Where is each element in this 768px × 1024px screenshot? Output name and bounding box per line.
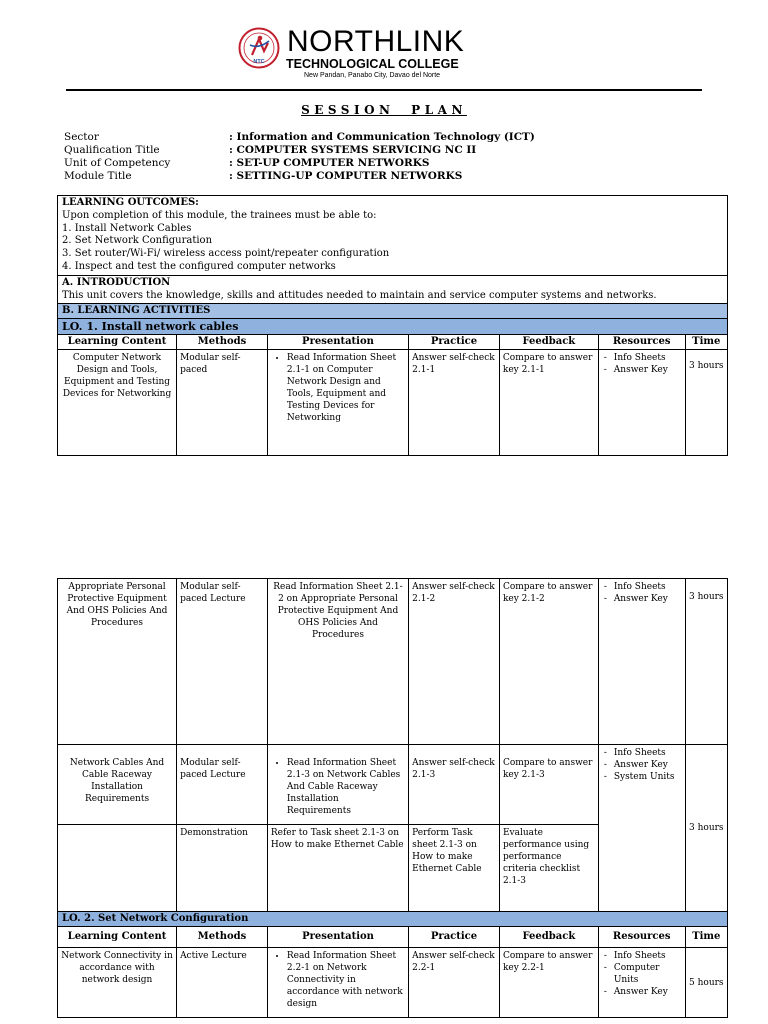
resources-cell (598, 579, 685, 745)
col-head-content: Learning Content (58, 335, 177, 350)
practice-cell: Answer self-check 2.2-1 (409, 948, 500, 1018)
practice-cell: Perform Task sheet 2.1-3 on How to make Ethernet Cable (409, 825, 500, 912)
col-head-resources: Resources (598, 335, 685, 350)
outcome-item: 1. Install Network Cables (62, 222, 192, 234)
outcome-item: 3. Set router/Wi-Fi/ wireless access point/repeater configuration (62, 248, 390, 260)
outcome-item: 2. Set Network Configuration (62, 235, 213, 247)
outcome-item: 4. Inspect and test the configured computer networks (62, 260, 336, 272)
table-row (58, 350, 728, 456)
practice-cell: Answer self-check 2.1-2 (409, 579, 500, 745)
resource-item: - Info Sheets (602, 352, 682, 364)
lo1-heading: LO. 1. Install network cables (58, 319, 728, 335)
introduction-heading: A. INTRODUCTION (62, 276, 171, 288)
meta-label-qualification: Qualification Title (64, 144, 160, 156)
meta-value-sector: : Information and Communication Technology (ICT) (229, 131, 535, 143)
college-name: NORTHLINK (287, 25, 465, 58)
resource-item: - Info Sheets (602, 747, 682, 759)
presentation-cell (267, 948, 408, 1018)
feedback-cell: Compare to answer key 2.2-1 (499, 948, 598, 1018)
col-head-presentation: Presentation (267, 335, 408, 350)
lo2-heading: LO. 2. Set Network Configuration (58, 912, 728, 927)
methods-cell: Modular self-paced Lecture (177, 579, 268, 745)
col-head-time: Time (685, 927, 727, 948)
practice-cell: Answer self-check 2.1-3 (409, 745, 500, 825)
introduction (58, 275, 728, 304)
resource-item: - System Units (602, 771, 682, 783)
learning-content-cell: Network Cables And Cable Raceway Installation Requirements (58, 745, 177, 825)
college-subtitle: TECHNOLOGICAL COLLEGE (286, 57, 459, 71)
page-title: SESSION PLAN (301, 103, 467, 117)
presentation-item: • Read Information Sheet 2.2-1 on Network Connectivity in accordance with network design (287, 950, 405, 1010)
resources-cell (598, 350, 685, 456)
activities-heading: B. LEARNING ACTIVITIES (58, 304, 728, 319)
meta-value-qualification: : COMPUTER SYSTEMS SERVICING NC II (229, 144, 477, 156)
col-head-methods: Methods (177, 335, 268, 350)
col-head-presentation: Presentation (267, 927, 408, 948)
learning-content-cell: Computer Network Design and Tools, Equipment and Testing Devices for Networking (58, 350, 177, 456)
time-cell: 3 hours (685, 579, 727, 745)
col-head-feedback: Feedback (499, 927, 598, 948)
header-divider (66, 89, 702, 91)
resource-item: - Answer Key (602, 986, 682, 998)
session-table-page2 (57, 578, 728, 1018)
introduction-text: This unit covers the knowledge, skills and attitudes needed to maintain and service computer systems and networks. (62, 289, 657, 301)
learning-content-cell (58, 825, 177, 912)
resource-item: - Answer Key (602, 593, 682, 605)
methods-cell: Demonstration (177, 825, 268, 912)
logo-text: NTC (253, 59, 265, 65)
learning-outcomes (58, 196, 728, 276)
methods-cell: Modular self-paced Lecture (177, 745, 268, 825)
time-cell: 5 hours (685, 948, 727, 1018)
col-head-resources: Resources (598, 927, 685, 948)
table-row (58, 579, 728, 745)
feedback-cell: Compare to answer key 2.1-1 (499, 350, 598, 456)
col-head-practice: Practice (409, 335, 500, 350)
meta-label-unit: Unit of Competency (64, 157, 171, 169)
col-head-content: Learning Content (58, 927, 177, 948)
session-table-page1 (57, 195, 728, 456)
presentation-cell: Read Information Sheet 2.1-2 on Appropriate Personal Protective Equipment And OHS Policies And Procedures (267, 579, 408, 745)
table-row (58, 948, 728, 1018)
feedback-cell: Evaluate performance using performance criteria checklist 2.1-3 (499, 825, 598, 912)
col-head-methods: Methods (177, 927, 268, 948)
presentation-cell (267, 745, 408, 825)
learning-content-cell: Network Connectivity in accordance with network design (58, 948, 177, 1018)
table-row (58, 745, 728, 825)
presentation-cell (267, 350, 408, 456)
time-cell: 3 hours (685, 350, 727, 456)
college-address: New Pandan, Panabo City, Davao del Norte (304, 72, 441, 79)
feedback-cell: Compare to answer key 2.1-3 (499, 745, 598, 825)
meta-value-module: : SETTING-UP COMPUTER NETWORKS (229, 170, 463, 182)
resource-item: - Info Sheets (602, 950, 682, 962)
outcomes-intro: Upon completion of this module, the trainees must be able to: (62, 209, 377, 221)
col-head-time: Time (685, 335, 727, 350)
col-head-practice: Practice (409, 927, 500, 948)
col-head-feedback: Feedback (499, 335, 598, 350)
resource-item: - Info Sheets (602, 581, 682, 593)
meta-label-sector: Sector (64, 131, 99, 143)
presentation-item: • Read Information Sheet 2.1-3 on Network Cables And Cable Raceway Installation Requirements (287, 757, 405, 817)
presentation-item: • Read Information Sheet 2.1-1 on Computer Network Design and Tools, Equipment and Testing Devices for Networking (287, 352, 405, 424)
meta-value-unit: : SET-UP COMPUTER NETWORKS (229, 157, 430, 169)
resource-item: - Answer Key (602, 364, 682, 376)
resource-item: - Answer Key (602, 759, 682, 771)
meta-label-module: Module Title (64, 170, 132, 182)
practice-cell: Answer self-check 2.1-1 (409, 350, 500, 456)
methods-cell: Modular self-paced (177, 350, 268, 456)
time-cell: 3 hours (685, 745, 727, 912)
resource-item: - Computer Units (602, 962, 682, 986)
resources-cell (598, 948, 685, 1018)
outcomes-heading: LEARNING OUTCOMES: (62, 197, 199, 208)
feedback-cell: Compare to answer key 2.1-2 (499, 579, 598, 745)
presentation-cell: Refer to Task sheet 2.1-3 on How to make Ethernet Cable (267, 825, 408, 912)
learning-content-cell: Appropriate Personal Protective Equipment And OHS Policies And Procedures (58, 579, 177, 745)
resources-cell (598, 745, 685, 912)
methods-cell: Active Lecture (177, 948, 268, 1018)
college-logo (238, 27, 280, 69)
